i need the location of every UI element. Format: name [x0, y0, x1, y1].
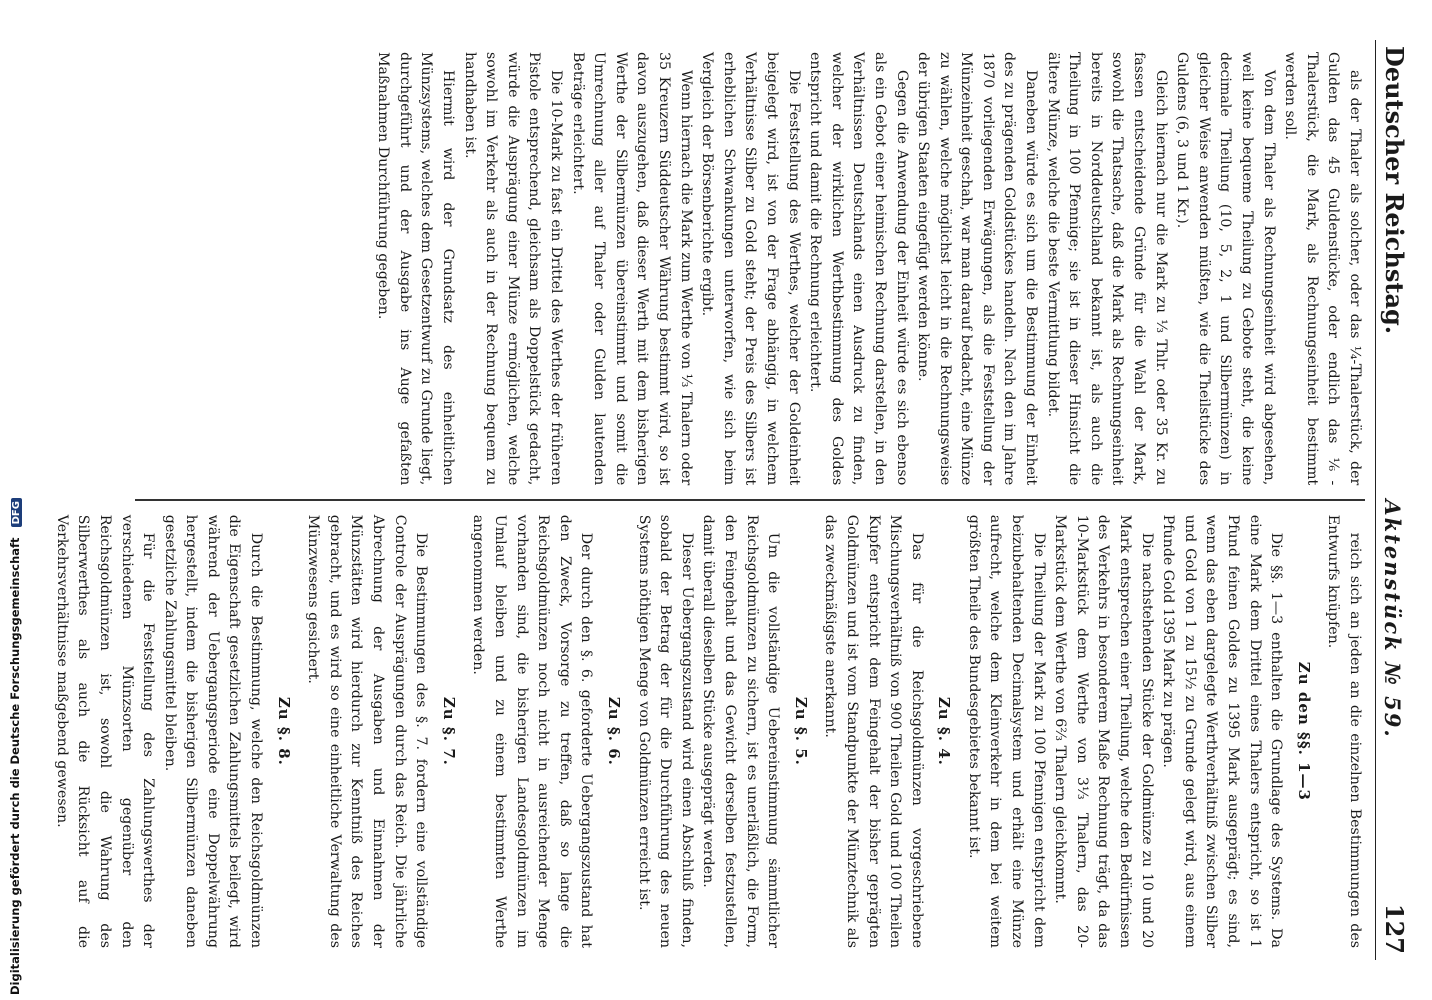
left-column	[135, 40, 1365, 497]
paragraph: Durch die Bestimmung, welche den Reichsgoldmünzen die Eigenschaft gesetzlichen Zahlungsmittels beilegt, wird während der Uebergangsperiode eine Doppelwährung hergestellt, indem die bisherigen Silbermünzen daneben gesetzliche Zahlungsmittel bleiben.	[161, 514, 265, 948]
paragraph: als der Thaler als solcher, oder das ¼-Thalerstück, der Gulden das 45 Guldenstücke, oder endlich das ⅙-Thalerstück, die Mark, als Rechnungseinheit bestimmt werden soll.	[1282, 52, 1363, 486]
column-divider	[135, 499, 1365, 501]
paragraph: Gleich hiernach nur die Mark zu ⅓ Thlr. oder 35 Kr. zu fassen entscheidende Gründe für die Wahl der Mark, sowohl die Thatsache, daß die Mark als Rechnungseinheit bereits in Norddeutschland bekannt ist, als auch die Theilung in 100 Pfennige; sie ist in dieser Hinsicht die ältere Münze, welche die beste Vermittlung bildet.	[1044, 52, 1169, 486]
paragraph: Die Theilung der Mark zu 100 Pfennigen entspricht dem beizubehaltenden Decimalsystem und erhält eine Münze aufrecht, welche dem Kleinverkehr in dem bei weitem größten Theile des Bundesgebietes bekannt ist.	[965, 514, 1047, 948]
text-columns	[53, 40, 1365, 960]
paragraph: reich sich an jeden an die einzelnen Bestimmungen des Entwurfs knüpfen.	[1325, 514, 1363, 948]
digitization-credit	[8, 501, 22, 995]
running-head	[1375, 40, 1424, 960]
paragraph: Die 10-Mark zu fast ein Drittel des Werthes der früheren Pistole entsprechend, gleichsam als Doppelstück gedacht, würde die Ausprägung einer Münze ermöglichen, welche sowohl im Verkehr als auch in der Rechnung bequem zu handhaben ist.	[461, 52, 565, 486]
page-number: 127	[1380, 903, 1409, 954]
section-heading: Zu §. 5.	[791, 696, 810, 766]
paragraph: Die Bestimmungen des §. 7. fordern eine vollständige Controle der Ausprägungen durch das Reich. Die jährliche Abrechnung der Ausgaben und Einnahmen der Münzstätten wird hierdurch zur Kenntniß des Reiches gebracht, und es wird so eine einheitliche Verwaltung des Münzwesens gesichert.	[305, 514, 430, 948]
paragraph: Die §§. 1—3 enthalten die Grundlage des Systems. Da eine Mark dem Drittel eines Thalers entspricht, so ist 1 Pfund feinen Goldes zu 1395 Mark ausgeprägt; es sind, wenn das eben dargelegte Werthverhältniß zwischen Silber und Gold von 1 zu 15½ zu Grunde gelegt wird, aus einem Pfunde Gold 1395 Mark zu prägen.	[1160, 514, 1285, 948]
running-head-document-number: Aktenstück № 59.	[1380, 499, 1405, 739]
dfg-logo: DFG	[11, 498, 22, 527]
scanned-page	[53, 0, 1432, 1000]
paragraph: Daneben würde es sich um die Bestimmung der Einheit des zu prägenden Goldstückes handeln. Nach den im Jahre 1870 vorliegenden Erwägungen, als die Feststellung der Münzeinheit geschah, war man darauf bedacht, eine Münze zu wählen, welche möglichst leicht in die Rechnungsweise der übrigen Staaten eingefügt werden könne.	[915, 52, 1040, 486]
paragraph: Das für die Reichsgoldmünzen vorgeschriebene Mischungsverhältniß von 900 Theilen Gold und 100 Theilen Kupfer entspricht dem Feingehalt der bisher geprägten Goldmünzen und ist vom Standpunkte der Münztechnik als das zweckmäßigste anerkannt.	[822, 514, 925, 948]
paragraph: Hiermit wird der Grundsatz des einheitlichen Münzsystems, welches dem Gesetzentwurf zu Grunde liegt, durchgeführt und der Ausgabe ins Auge gefaßten Maßnahmen Durchführung gegeben.	[375, 52, 457, 486]
section-heading: Zu §. 4.	[935, 696, 954, 766]
paragraph: Gegen die Anwendung der Einheit würde es sich ebenso als ein Gebot einer heimischen Rechnung darstellen, in den Verhältnissen Deutschlands einen Ausdruck zu finden, welcher der wirklichen Werthbestimmung des Goldes entspricht und damit die Rechnung erleichtert.	[807, 52, 910, 486]
section-heading: Zu den §§. 1—3	[1294, 661, 1313, 801]
paragraph: Dieser Uebergangszustand wird einen Abschluß finden, sobald der Betrag der für die Durchführung des neuen Systems nöthigen Menge von Goldmünzen erreicht ist.	[635, 514, 695, 948]
credit-text: Digitalisierung gefördert durch die Deutsche Forschungsgemeinschaft	[8, 537, 22, 995]
rotated-page-content	[53, 0, 1432, 1000]
running-head-title: Deutscher Reichstag.	[1380, 46, 1409, 335]
paragraph: Für die Feststellung des Zahlungswerthes der verschiedenen Münzsorten gegenüber den Reichsgoldmünzen ist, sowohl die Wahrung des Silberwerthes als auch die Rücksicht auf die Verkehrsverhältnisse maßgebend gewesen.	[53, 514, 157, 948]
paragraph: Um die vollständige Uebereinstimmung sämmtlicher Reichsgoldmünzen zu sichern, ist es unerläßlich, die Form, den Feingehalt und das Gewicht derselben festzustellen, damit überall dieselben Stücke ausgeprägt werden.	[700, 514, 782, 948]
paragraph: Der durch den §. 6. geforderte Uebergangszustand hat den Zweck, Vorsorge zu treffen, daß so lange die Reichsgoldmünzen noch nicht in ausreichender Menge vorhanden sind, die bisherigen Landesgoldmünzen im Umlauf bleiben und zu einem bestimmten Werthe angenommen werden.	[470, 514, 595, 948]
paragraph: Die Feststellung des Werthes, welcher der Goldeinheit beigelegt wird, ist von der Frage abhängig, in welchem Verhältnisse Silber zu Gold steht; der Preis des Silbers ist erheblichen Schwankungen unterworfen, wie sich beim Vergleich der Börsenberichte ergibt.	[699, 52, 802, 486]
paragraph: Von dem Thaler als Rechnungseinheit wird abgesehen, weil keine bequeme Theilung zu Gebote steht, die keine decimale Theilung (10, 5, 2, 1 und Silbermünzen) in gleicher Weise anwenden müßten, wie die Theilstücke des Guldens (6, 3 und 1 Kr.).	[1174, 52, 1277, 486]
paragraph: Die nachstehenden Stücke der Goldmünze zu 10 und 20 Mark entsprechen einer Theilung, welche den Bedürfnissen des Verkehrs in besonderem Maße Rechnung trägt, da das 10-Markstück dem Werthe von 3⅓ Thalern, das 20-Markstück dem Werthe von 6⅔ Thalern gleichkommt.	[1052, 514, 1155, 948]
paragraph: Wenn hiernach die Mark zum Werthe von ⅓ Thalern oder 35 Kreuzern Süddeutscher Währung bestimmt wird, so ist davon auszugehen, daß dieser Werth mit dem bisherigen Werthe der Silbermünzen übereinstimmt und somit die Umrechnung aller auf Thaler oder Gulden lautenden Beträge erleichtert.	[569, 52, 694, 486]
section-heading: Zu §. 8.	[274, 696, 293, 766]
section-heading: Zu §. 7.	[439, 696, 458, 766]
section-heading: Zu §. 6.	[605, 696, 623, 766]
right-column	[53, 503, 1365, 960]
